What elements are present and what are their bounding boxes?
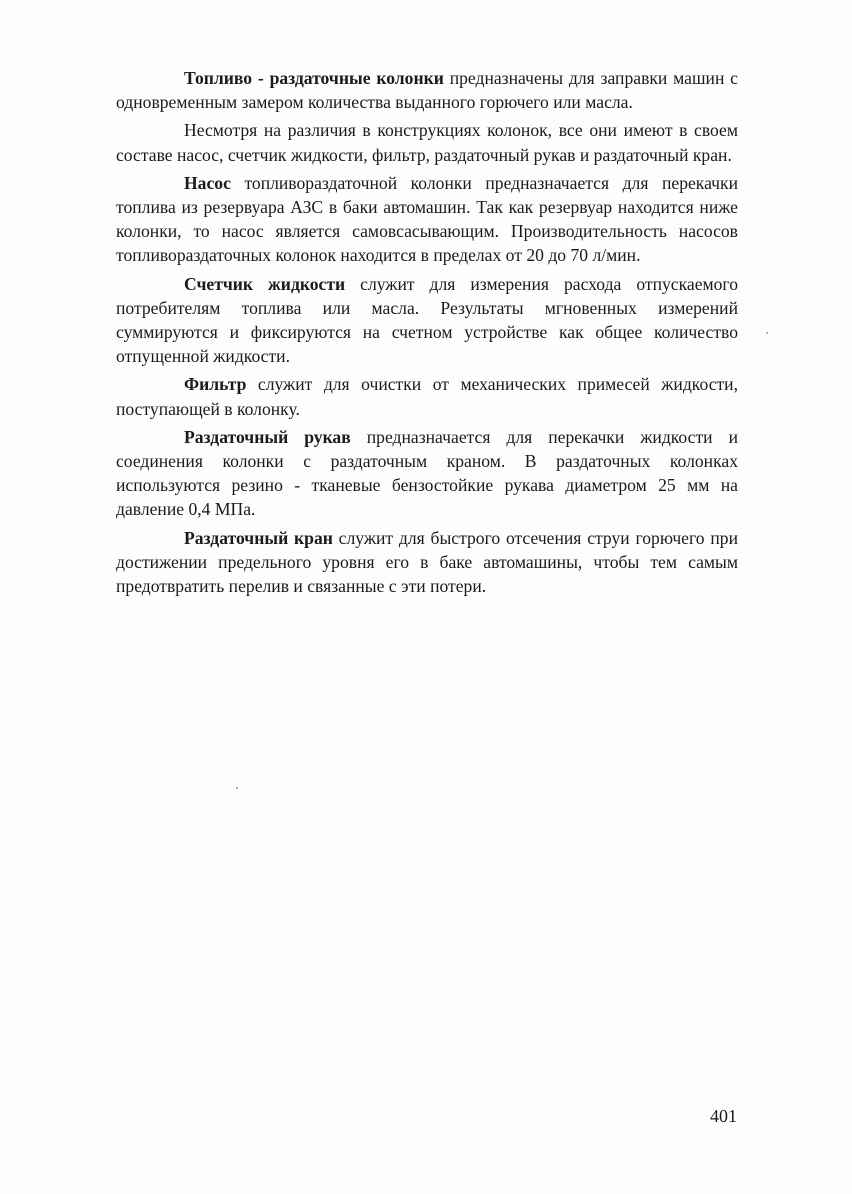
scan-speck — [766, 332, 768, 334]
page-number: 401 — [710, 1106, 737, 1126]
paragraph-text: предназначается для перекачки жидкости и соединения колонки с раздаточным краном. В раздаточных колонках используются резино - тканевые бензостойкие рукава диаметром 25 мм на давление 0,4 МПа. — [116, 426, 738, 520]
term-hose: Раздаточный рукав — [184, 426, 351, 447]
paragraph-text: служит для очистки от механических примесей жидкости, поступающей в колонку. — [116, 374, 738, 419]
paragraph-text: Несмотря на различия в конструкциях колонок, все они имеют в своем составе насос, счетчик жидкости, фильтр, раздаточный рукав и раздаточный кран. — [116, 120, 738, 165]
paragraph-nozzle — [116, 526, 738, 599]
scan-speck — [236, 787, 238, 789]
term-filter: Фильтр — [184, 374, 247, 395]
paragraph-text: служит для измерения расхода отпускаемого потребителям топлива или масла. Результаты мгновенных измерений суммируются и фиксируются на счетном устройстве как общее количество отпущенной жидкости. — [116, 273, 739, 367]
paragraph-components — [116, 118, 738, 166]
term-fuel-dispensers: Топливо - раздаточные колонки — [184, 68, 444, 88]
term-pump: Насос — [184, 172, 231, 193]
paragraph-fuel-dispensers — [116, 66, 738, 114]
paragraph-hose — [116, 425, 738, 522]
paragraph-meter — [116, 272, 738, 369]
term-nozzle: Раздаточный кран — [184, 527, 333, 548]
body-text — [116, 66, 738, 598]
paragraph-pump — [116, 171, 738, 268]
paragraph-text: предназначены для заправки машин с одновременным замером количества выданного горючего или масла. — [116, 68, 738, 113]
paragraph-text: топливораздаточной колонки предназначается для перекачки топлива из резервуара АЗС в баки автомашин. Так как резервуар находится ниже колонки, то насос является самовсасывающим. Производительность насосов топливораздаточных колонок находится в пределах от 20 до 70 л/мин. — [116, 172, 738, 266]
term-meter: Счетчик жидкости — [184, 273, 346, 294]
paragraph-text: служит для быстрого отсечения струи горючего при достижении предельного уровня его в баке автомашины, чтобы тем самым предотвратить перелив и связанные с эти потери. — [116, 527, 738, 597]
paragraph-filter — [116, 372, 738, 420]
